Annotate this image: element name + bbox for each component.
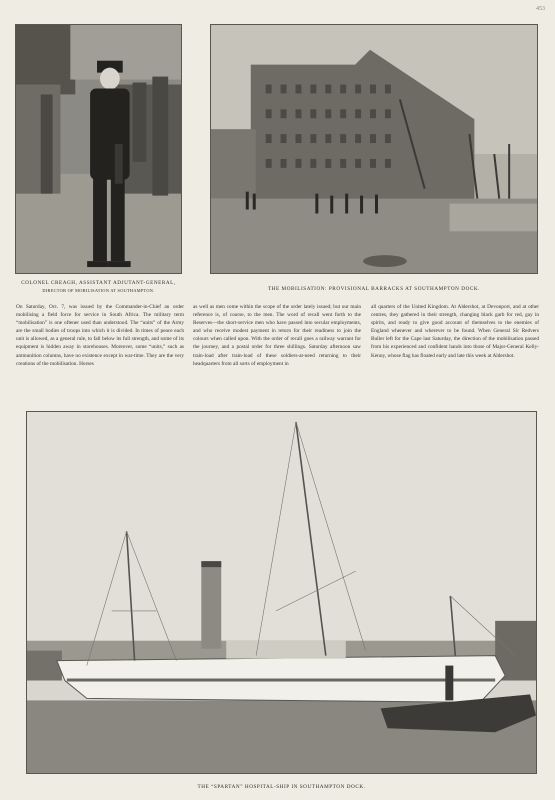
- barracks-caption-title: THE MOBILISATION: PROVISIONAL BARRACKS AT SOUTHAMPTON DOCK.: [267, 286, 481, 292]
- barracks-caption: [210, 286, 538, 293]
- article-column-2: as well as men come within the scope of the order lately issued; but our main reference is, of course, to the men. The word of recall went forth to the Reserves—the short-service men who have passed into secular employments, and who receive modest payment in return for their readiness to join the colours when called upon. With the order of recall goes a railway warrant for the journey, and a postal order for three shillings. Saturday afternoon saw train-load after train-load of these soldiers-at-need returning to their headquarters from all sorts of employment in: [193, 304, 361, 367]
- barracks-photo: [210, 24, 538, 274]
- article-column-1: On Saturday, Oct. 7, was issued by the Commander-in-Chief an order mobilising a field force for service in South Africa. The military term “mobilisation” is one oftener used than understood. The “units” of the Army are the small bodies of troops into which it is divided. In times of peace each unit is allowed, as a general rule, to fall below its full strength, and some of its equipment is hidden away in storehouses. Moreover, some “units,” such as ammunition columns, have no existence except in war-time. They are the very creations of the mobilisation. Horses: [16, 304, 184, 367]
- hospital-ship-photo: [26, 411, 537, 774]
- hospital-ship-caption-title: THE “SPARTAN” HOSPITAL-SHIP IN SOUTHAMPTON DOCK.: [197, 784, 366, 790]
- page-number: 453: [536, 6, 545, 12]
- colonel-caption-subtitle: DIRECTOR OF MOBILISATION AT SOUTHAMPTON.: [42, 288, 155, 293]
- colonel-caption-title: COLONEL CREAGH, ASSISTANT ADJUTANT-GENERAL,: [21, 280, 176, 286]
- colonel-caption: [15, 280, 182, 294]
- hospital-ship-caption: [26, 784, 537, 791]
- colonel-portrait-photo: [15, 24, 182, 274]
- article-column-3: all quarters of the United Kingdom. At Aldershot, at Devonport, and at other centres, they gathered in their strength, changing black garb for red, gay in spirits, and ready to give good account of themselves to the enemies of England whenever and wherever to be found. When General Sir Redvers Buller left for the Cape last Saturday, the direction of the mobilisation passed from his experienced and confident hands into those of Major-General Kelly-Kenny, whose flag has floated early and late this week at Aldershot.: [371, 304, 539, 359]
